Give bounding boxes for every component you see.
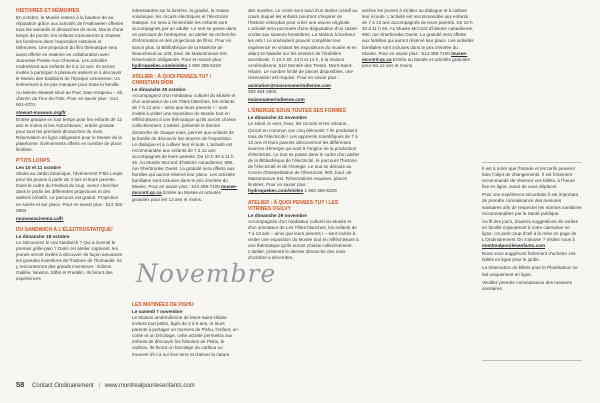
footer-separator: |: [98, 383, 100, 389]
event-date: Le samedi 7 novembre: [132, 309, 183, 314]
section-heading: DU SANDWICH À L'ÉLECTROSTATIQUE!: [16, 226, 113, 233]
column-2: [132, 8, 238, 205]
footer-url[interactable]: www.montrealpourlesenfants.com: [104, 383, 195, 389]
event-date: Le dimanche 22 novembre: [248, 115, 307, 121]
event-date: Le dimanche 29 novembre: [248, 212, 307, 218]
paragraph: Le Maison amérindienne de Mont-Saint-Hilaire invitera tout petits, âgés de 2 à 6 ans, et leurs parents à partager un moment de Pishu, l'enfant, un conte et un bricolage, cette activité permettra aux enfants de découvrir les histoires de Pishu, le caribou. Ils feront un bricolage du caribou ou trouvent d'ici à sur leur terre et d'aimer la nature.: [132, 315, 238, 357]
link-hydroquebec[interactable]: hydroquebec.com/visites: [132, 62, 188, 68]
note: Au fil des jours, d'autres suggestions de sorties en famille s'ajouteront à notre calendrier en ligne. Un petit coup d'œil à la mise en page de L'Ondinairement On s'amuse ? Visitez nous à montrealpourlesenfants.com: [482, 218, 578, 249]
paragraph: Accompagnez d'un médiateur culturel du Musée et d'un animateur de Les Têtes blanches, les enfants de 7 à 12 ans – ainsi que leurs parents ! – sont invités à visiter une exposition du Musée tout en réfléchissant à une thématique qu'ils auront choisie collectivement. L'atelier, présenté le dernier dimanche de chaque mois, permet aux enfants de la famille de découvrir les œuvres de l'exposition. Le dialogue et à cultiver leur écoute. L'activité est recommandée aux enfants de 7 à 12 ans accompagnés de leurs parents. De 10 h 30 à 11 h 45. Au Musée McCord d'histoire canadienne, 690, rue Sherbrooke Ouest. La gratuité sera offerte aux familles qui auront réservé leur place. Les activités familiales sont incluses dans le prix d'entrée du Musée. Pour en savoir plus : 514 398-7100 musee-mccord.qc.ca Entrée au Musée et activités gratuites pour les 12 ans et moins.: [132, 92, 238, 202]
section-heading: LES MATINÉES DE PISHU: [132, 302, 194, 308]
page-footer: [16, 380, 376, 390]
paragraph: Le soleil, le vent, l'eau, les circuits et les volcans... Qu'ont en commun ces cinq éléments ? Ils produisent tous de l'électricité ! Les apprentis scientifiques de 7 à 12 ans et leurs parents découvriront les différentes sources d'énergie qui sont à l'origine de la production d'électricité. Le tout se passe dans le cadre d'un atelier de la Bibliothèque de l'électricité, le parcours l'histoire de l'électricité et de l'énergie. Le tout se déroule au Centre d'interprétation de l'électricité, 800, boul. de Maisonneuve Est. Réservations requises, places limitées. Pour en savoir plus : hydroquebec.com/visites 1 800 365-5229: [248, 121, 360, 194]
section-heading: L'ÉNERGIE SOUS TOUTES SES FORMES: [248, 108, 347, 115]
note: La réservation de billets pour le Planétarium se fait uniquement en ligne.: [482, 265, 578, 277]
column-3: [248, 8, 360, 263]
paragraph: Le Découvrez le vrai sandwich ? Qui a inventé le premier grille-pain ? Dans cet atelier captivant, les jeunes seront invités à découvrir de façon amusante les grandes inventions de l'histoire de l'humanité. Ils y rencontreront des grands inventeurs : Edison, Galilée, Newton, Eiffel et Franklin. Ils feront des expériences: [16, 239, 123, 282]
section-heading: HISTOIRES ET MÉMOIRES: [16, 8, 80, 14]
section-heading: P'TITS LOUPS: [16, 158, 50, 165]
link-musee-mccord[interactable]: musee-mccord.qc.ca: [132, 184, 238, 196]
link-maison-amerindienne[interactable]: maisonamerindienne.com: [248, 97, 305, 103]
event-date: Les 10 et 11 octobre: [16, 165, 61, 171]
paragraph: Entrée gratuite en tout temps pour les enfants de 12 ans et moins et les Autochtones ; entrée gratuite pour tous les premiers dimanches du mois. Réservation en ligne obligatoire pour le Musée de la plateforme. Événements offerts en nombre de place limitées.: [16, 116, 122, 152]
link-hydroquebec-2[interactable]: hydroquebec.com/visites: [248, 188, 304, 194]
paragraph: Au Musée Stewart situé au Parc Jean-Drapeau – 20, chemin du Tour-de-l'Isle. Pour en savoir plus : 514 861-6701: [16, 90, 124, 108]
notes-column: [482, 166, 582, 294]
note: Il est à noter que l'horaire et les tarifs peuvent faire l'objet de changements. Il est fortement recommandé de réserver vos billets, à l'heure fixe en ligne, avant de vous déplacer.: [482, 166, 575, 190]
link-stewart-museum[interactable]: stewart-museum.org/fr: [16, 110, 66, 116]
paragraph: amène les jeunes à s'initier au dialogue et à cultiver leur écoute. L'activité est recommandée aux enfants de 7 à 12 ans accompagnés de leurs parents. De 10 h 30 à 11 h 45. Au Musée McCord d'histoire canadienne, 690, rue Sherbrooke Ouest. La gratuité sera offerte aux familles qui auront réservé leur place. Les activités familiales sont incluses dans le prix d'entrée du Musée. Pour en savoir plus : 514 398-7100 musee-mccord.qc.ca Entrée au Musée et activités gratuites pour les 12 ans et moins.: [362, 8, 474, 68]
link-email-maison[interactable]: animation@maisonamerindienne.com: [248, 83, 331, 89]
note: Veuillez prendre connaissance des mesures sanitaires.: [482, 279, 572, 291]
phone: 450 464-2500: [248, 89, 277, 95]
paragraph: des musées. Le conte sera suivi d'un atelier créatif au cours duquel les enfants pourront s'inspirer de l'histoire entendue pour créer une œuvre originale. L'activité sera ponctuée d'une dégustation d'un casse-croûte aux saveurs forestières. La Maison à bonheur les arts ! Le souhaitent pouvoir compléter leur expérience en visitant les expositions du musée et en allant se balader sur les sentiers de l'érablière ancestrale. À 10 h 30, 13 h et 14 h, à la maison Amérindienne, 510 Montée des Trente, Mont-Saint-Hilaire. Le nombre limité de places disponibles, une réservation est requise. Pour en savoir plus :: [248, 8, 359, 81]
page-number: 58: [16, 380, 25, 389]
link-musee-mccord-2[interactable]: musee-mccord.qc.ca: [362, 50, 468, 62]
note: Nous vous suggérons fortement d'acheter vos billets en ligne pour le jardin.: [482, 251, 576, 263]
column-4: [362, 8, 474, 71]
paragraph: En octobre, le Musée restera à la hauteur de sa réputation grâce aux activités de l'Halloween offertes tous les samedis et dimanches du mois. Munis d'une lampe de poche, les enfants s'amuseront à chasser les fantômes dans l'exposition Histoires et Mémoires. Une projection du film thématique sera aussi offerte en matinée en collaboration avec Jeunesse Pointe-Aux-Cheveux. Les activités s'adressent aux enfants de 5 à 12 ans. Ils seront invités à participer à plusieurs ateliers et à découvrir le Musée des traditions de l'époque victorienne. Un événement à ne pas manquer pour toute la famille.: [16, 15, 124, 88]
paragraph: Accompagnés d'un médiateur culturel du Musée et d'un animateur de Les Têtes blanches, les enfants de 7 à 12 ans – ainsi que leurs parents ! – sont invités à visiter une exposition du Musée tout en réfléchissant à une thématique qu'ils auront choisie collectivement. L'atelier, présenté le dernier dimanche des mois d'octobre à décembre,: [248, 218, 359, 261]
column-1: [16, 8, 124, 284]
note: Pour une expérience sécuritaire il est important de prendre connaissance des mesures sanitaires afin de respecter les normes sanitaires recommandées par la Santé publique.: [482, 192, 582, 216]
paragraph: inéressantes sur la lumière, la gravité, la masse volumique, les circuits électriques et l'électricité statique. Ce sera à l'ensemble les enfants sont accompagnés par un adulte. Le tout se passe dans un parcours de l'entreprise, un atelier de recherche d'information et des projections de films. Pour en savoir plus, la Bibliothèque de la Malécite de Beaucheval au 100, boul. de Maisonneuve Est. Réservation obligatoire. Pour en savoir plus : hydroquebec.com/visites 1 800 365-5229: [132, 8, 237, 68]
divider: [482, 360, 582, 361]
event-date: Le dimanche 25 octobre: [132, 86, 186, 92]
month-title: Novembre: [136, 259, 277, 288]
paragraph: Situés au Jardin botanique, l'événement P'tits Loups pour les jeunes à partir de 3 ans et leurs parents. Dans le cadre du Festival du loup, venez chercher dans le jardin les différentes projections et des ateliers créatifs. Le parcours est gratuit. Projection en soirée et sur place. Pour en savoir plus : 514 362-0904: [16, 171, 124, 213]
event-date: Le dimanche 18 octobre: [16, 233, 70, 239]
divider: [482, 162, 582, 163]
section-heading: ATELIER : À QUOI PENSES-TU? / LES VITRINES OGILVY: [248, 199, 339, 212]
section-heading: ATELIER : À QUOI PENSES-TU? / CHRISTIAN DIOR: [132, 73, 212, 86]
column-2-bottom: [132, 302, 238, 360]
link-nouveau-cinema[interactable]: nouvearacinema.ca/fr: [16, 215, 64, 221]
footer-text: Contact Ondinairement: [32, 383, 94, 389]
link-montreal-enfants[interactable]: montrealpourlesenfants.com: [482, 243, 546, 249]
